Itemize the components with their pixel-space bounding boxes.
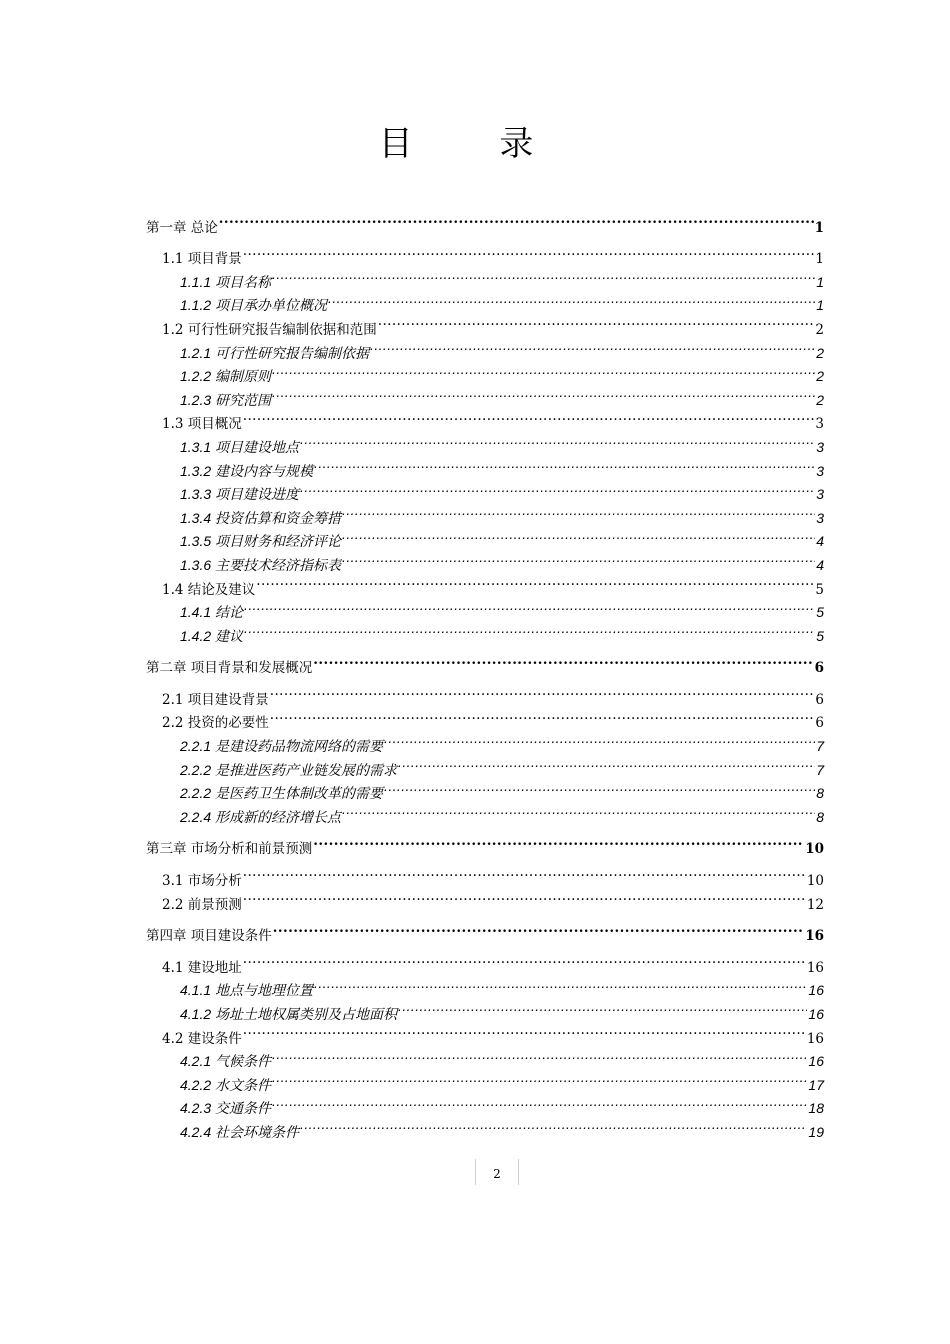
toc-dot-leader [270,704,815,728]
toc-dot-leader [300,476,815,500]
toc-entry-level-3[interactable] [146,263,824,290]
table-of-contents [146,208,824,1140]
toc-entry-level-1[interactable] [146,208,824,236]
toc-entry-label: 1.1.2 项目承办单位概况 [180,297,328,314]
toc-entry-page: 4 [816,533,824,550]
toc-dot-leader [384,775,815,799]
toc-entry-label: 1.3.6 主要技术经济指标表 [180,556,342,573]
toc-dot-leader [313,830,804,854]
toc-dot-leader [272,1043,807,1067]
toc-entry-label: 第二章 项目背景和发展概况 [146,660,313,677]
toc-entry-level-3[interactable] [146,617,824,644]
toc-dot-leader [342,546,815,570]
toc-entry-page: 8 [816,785,824,802]
toc-entry-label: 1.3.3 项目建设进度 [180,486,300,503]
toc-entry-page: 16 [805,928,824,945]
toc-dot-leader [244,617,815,641]
toc-entry-label: 第一章 总论 [146,219,218,236]
page-number-footer [475,1159,519,1185]
toc-dot-leader [270,680,815,704]
toc-entry-page: 8 [816,808,824,825]
toc-entry-page: 3 [816,486,824,503]
toc-entry-page: 16 [808,1006,824,1022]
toc-entry-level-3[interactable] [146,972,824,999]
toc-entry-page: 1 [814,219,824,236]
toc-dot-leader [384,727,815,751]
toc-entry-label: 2.2.2 是推进医药产业链发展的需求 [180,761,398,778]
toc-entry-label: 1.4.1 结论 [180,604,244,621]
page-title: 目 录 [378,124,572,164]
toc-dot-leader [313,649,813,673]
toc-entry-label: 4.2 建设条件 [162,1030,242,1047]
toc-entry-page: 3 [816,509,824,526]
toc-entry-page: 2 [816,391,824,408]
toc-entry-page: 10 [805,841,824,858]
toc-entry-level-3[interactable] [146,594,824,621]
toc-dot-leader [243,861,806,885]
toc-entry-label: 4.2.1 气候条件 [180,1053,272,1070]
toc-dot-leader [272,263,815,287]
toc-entry-page: 17 [808,1076,824,1093]
toc-entry-page: 10 [806,873,824,890]
toc-entry-page: 18 [808,1100,824,1117]
toc-entry-page: 5 [815,581,824,598]
toc-entry-label: 1.2.1 可行性研究报告编制依据 [180,344,370,361]
toc-entry-page: 16 [808,1053,824,1070]
toc-entry-label: 2.2.2 是医药卫生体制改革的需要 [180,785,384,802]
toc-dot-leader [243,1019,806,1043]
toc-entry-label: 1.3.2 建设内容与规模 [180,462,314,479]
toc-entry-page: 3 [815,416,824,433]
toc-entry-page: 6 [815,715,824,732]
toc-entry-page: 16 [808,982,824,999]
toc-dot-leader [243,885,806,909]
toc-entry-label: 4.1.2 场址土地权属类别及占地面积 [180,1006,398,1022]
toc-entry-page: 5 [816,604,824,621]
toc-entry-label: 4.1.1 地点与地理位置 [180,982,314,999]
toc-entry-page: 3 [816,438,824,455]
toc-entry-page: 2 [815,321,824,338]
toc-entry-label: 1.1.1 项目名称 [180,273,272,290]
toc-entry-level-2[interactable] [146,948,824,976]
toc-entry-level-2[interactable] [146,1019,824,1047]
toc-entry-page: 12 [806,896,824,913]
toc-entry-label: 1.3.5 项目财务和经济评论 [180,533,342,550]
toc-entry-page: 1 [815,251,824,268]
toc-entry-label: 1.3.1 项目建设地点 [180,438,300,455]
toc-dot-leader [342,523,815,547]
toc-entry-page: 16 [806,1030,824,1047]
toc-entry-label: 1.2.2 编制原则 [180,368,272,385]
toc-dot-leader [342,798,815,822]
toc-entry-page: 4 [816,556,824,573]
toc-entry-level-2[interactable] [146,240,824,268]
toc-entry-label: 2.2 前景预测 [162,896,242,913]
toc-entry-level-2[interactable] [146,405,824,433]
toc-entry-page: 2 [816,344,824,361]
toc-entry-level-2[interactable] [146,885,824,913]
toc-dot-leader [243,948,806,972]
toc-entry-label: 3.1 市场分析 [162,873,242,890]
toc-entry-label: 4.1 建设地址 [162,959,242,976]
toc-entry-label: 2.2.4 形成新的经济增长点 [180,808,342,825]
toc-entry-label: 2.2 投资的必要性 [162,715,269,732]
toc-dot-leader [398,995,807,1019]
toc-entry-label: 1.4 结论及建议 [162,581,256,598]
toc-entry-page: 1 [816,273,824,290]
toc-entry-label: 1.2 可行性研究报告编制依据和范围 [162,321,377,338]
toc-entry-page: 19 [808,1123,824,1140]
toc-entry-page: 1 [816,297,824,314]
toc-entry-label: 1.1 项目背景 [162,251,242,268]
toc-entry-label: 1.3 项目概况 [162,416,242,433]
toc-dot-leader [272,381,815,405]
toc-entry-label: 2.2.1 是建设药品物流网络的需要 [180,738,384,755]
toc-entry-page: 7 [816,738,824,755]
toc-entry-level-3[interactable] [146,428,824,455]
toc-dot-leader [378,310,815,334]
toc-dot-leader [272,358,815,382]
toc-entry-level-1[interactable] [146,917,824,945]
toc-entry-page: 6 [815,691,824,708]
toc-dot-leader [398,751,815,775]
toc-dot-leader [256,570,814,594]
toc-dot-leader [243,240,815,264]
toc-entry-label: 第四章 项目建设条件 [146,928,272,945]
toc-dot-leader [243,405,815,429]
toc-dot-leader [272,1066,807,1090]
toc-dot-leader [272,1090,807,1114]
toc-entry-level-1[interactable] [146,830,824,858]
toc-entry-label: 4.2.3 交通条件 [180,1100,272,1117]
toc-dot-leader [328,287,815,311]
toc-dot-leader [314,452,815,476]
toc-entry-page: 7 [816,761,824,778]
toc-entry-label: 第三章 市场分析和前景预测 [146,841,313,858]
toc-entry-level-3[interactable] [146,1043,824,1070]
toc-entry-page: 2 [816,368,824,385]
toc-entry-level-2[interactable] [146,680,824,708]
toc-dot-leader [273,917,804,941]
toc-entry-label: 1.4.2 建议 [180,627,244,644]
toc-entry-label: 2.1 项目建设背景 [162,691,269,708]
toc-entry-label: 1.2.3 研究范围 [180,391,272,408]
toc-entry-label: 4.2.4 社会环境条件 [180,1123,300,1140]
toc-entry-page: 3 [816,462,824,479]
toc-dot-leader [300,428,815,452]
toc-entry-label: 1.3.4 投资估算和资金筹措 [180,509,342,526]
toc-dot-leader [314,972,807,996]
toc-entry-page: 6 [814,660,824,677]
toc-entry-page: 5 [816,627,824,644]
toc-entry-page: 16 [806,959,824,976]
toc-dot-leader [300,1113,807,1137]
toc-dot-leader [342,499,815,523]
page-number: 2 [493,1167,501,1181]
toc-entry-level-1[interactable] [146,649,824,677]
toc-dot-leader [244,594,815,618]
toc-dot-leader [219,208,814,232]
toc-entry-level-2[interactable] [146,861,824,890]
toc-entry-label: 4.2.2 水文条件 [180,1076,272,1093]
toc-dot-leader [370,334,815,358]
